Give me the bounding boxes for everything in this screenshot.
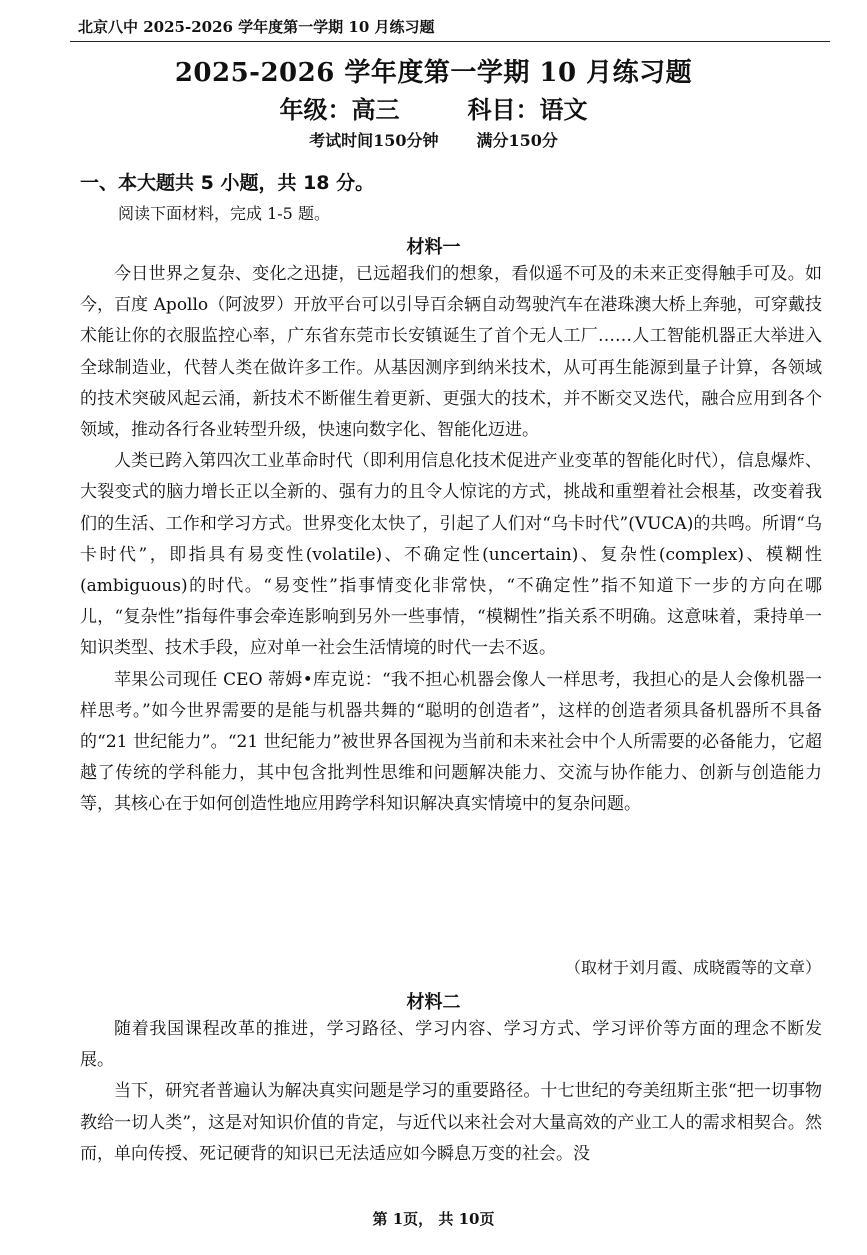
- paragraph: 苹果公司现任 CEO 蒂姆•库克说：“我不担心机器会像人一样思考，我担心的是人会像机器一样思考。”如今世界需要的是能与机器共舞的“聪明的创造者”，这样的创造者须具备机器所不具备的“21 世纪能力”。“21 世纪能力”被世界各国视为当前和未来社会中个人所需要的必备能力，它超越了传统的学科能力，其中包含批判性思维和问题解决能力、交流与协作能力、创新与创造能力等，其核心在于如何创造性地应用跨学科知识解决真实情境中的复杂问题。: [80, 669, 822, 815]
- running-header: 北京八中 2025-2026 学年度第一学期 10 月练习题: [78, 18, 435, 36]
- grade-label: 年级：高三: [279, 95, 400, 124]
- exam-time: 考试时间150分钟: [309, 131, 439, 150]
- full-score: 满分150分: [476, 131, 558, 150]
- material-two-body: [80, 1014, 822, 1170]
- paragraph: 当下，研究者普遍认为解决真实问题是学习的重要路径。十七世纪的夸美纽斯主张“把一切事物教给一切人类”，这是对知识价值的肯定，与近代以来社会对大量高效的产业工人的需求相契合。然而，单向传授、死记硬背的知识已无法适应如今瞬息万变的社会。没: [80, 1081, 822, 1164]
- subject-label: 科目：语文: [467, 95, 588, 124]
- material-one-source: （取材于刘月霞、成晓霞等的文章）: [564, 958, 821, 977]
- paragraph: 随着我国课程改革的推进，学习路径、学习内容、学习方式、学习评价等方面的理念不断发展。: [80, 1019, 822, 1071]
- grade-subject-line: [0, 90, 867, 125]
- page-number: 第 1页， 共 10页: [372, 1210, 495, 1228]
- material-one-title: 材料一: [406, 237, 461, 258]
- exam-title: 2025-2026 学年度第一学期 10 月练习题: [174, 58, 693, 88]
- paragraph: 今日世界之复杂、变化之迅捷，已远超我们的想象，看似遥不可及的未来正变得触手可及。如今，百度 Apollo（阿波罗）开放平台可以引导百余辆自动驾驶汽车在港珠澳大桥上奔驰，可穿戴技术能让你的衣服监控心率，广东省东莞市长安镇诞生了首个无人工厂……人工智能机器正大举进入全球制造业，代替人类在做许多工作。从基因测序到纳米技术，从可再生能源到量子计算，各领域的技术突破风起云涌，新技术不断催生着更新、更强大的技术，并不断交叉迭代，融合应用到各个领域，推动各行各业转型升级，快速向数字化、智能化迈进。: [80, 264, 822, 441]
- section-heading: 一、本大题共 5 小题，共 18 分。: [80, 172, 375, 194]
- paragraph: 人类已跨入第四次工业革命时代（即利用信息化技术促进产业变革的智能化时代），信息爆炸、大裂变式的脑力增长正以全新的、强有力的且令人惊诧的方式，挑战和重塑着社会根基，改变着我们的生活、工作和学习方式。世界变化太快了，引起了人们对“乌卡时代”(VUCA)的共鸣。所谓“乌卡时代”，即指具有易变性(volatile)、不确定性(uncertain)、复杂性(complex)、模糊性(ambiguous)的时代。“易变性”指事情变化非常快，“不确定性”指不知道下一步的方向在哪儿，“复杂性”指每件事会牵连影响到另外一些事情，“模糊性”指关系不明确。这意味着，秉持单一知识类型、技术手段，应对单一社会生活情境的时代一去不返。: [80, 451, 822, 659]
- material-two-title: 材料二: [406, 992, 461, 1013]
- section-instruction: 阅读下面材料，完成 1-5 题。: [118, 204, 330, 223]
- material-one-body: [80, 259, 822, 821]
- header-rule: [70, 41, 830, 42]
- exam-info-line: [0, 128, 867, 151]
